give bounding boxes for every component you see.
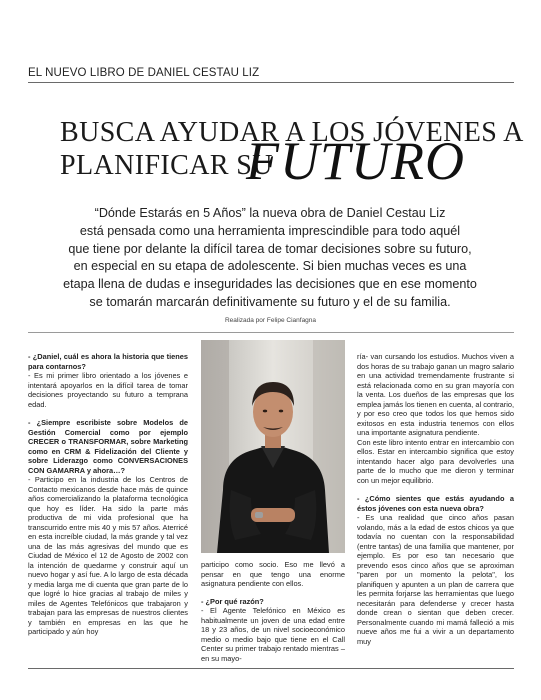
headline-emphasis: FUTURO: [246, 131, 465, 191]
headline-line-1: BUSCA AYUDAR A LOS JÓVENES A: [60, 117, 524, 148]
lead-line: está pensada como una herramienta imprescindible para todo aquél: [79, 223, 461, 238]
bottom-divider: [28, 668, 514, 669]
interview-question: - ¿Daniel, cuál es ahora la historia que tienes para contarnos?: [28, 352, 188, 371]
lead-line: “Dónde Estarás en 5 Años” la nueva obra de Daniel Cestau Liz: [94, 206, 446, 220]
interview-question: - ¿Cómo sientes que estás ayudando a éstos jóvenes con esta nueva obra?: [357, 494, 514, 513]
lead-paragraph: [44, 205, 496, 312]
credit-divider: [28, 332, 514, 333]
article-column-1: [28, 352, 188, 646]
interview-answer-continued: ría- van cursando los estudios. Muchos viven a dos horas de su trabajo ganan un magro salario en una actividad tremendamente frustrante si está relacionada como en su gran mayoría con la venta. Los dueños de las empresas que los emplea jamás los tienen en cuenta, al contrario, y por eso creo que todos los que hemos sido exitosos en esta industria tenemos con ellos una importante asignatura pendiente.: [357, 352, 514, 437]
lead-line: en especial en su etapa de adolescente. Si bien muchas veces es una: [73, 259, 467, 274]
section-label: EL NUEVO LIBRO DE DANIEL CESTAU LIZ: [28, 67, 260, 79]
article-column-3: [357, 352, 514, 655]
lead-line: etapa llena de dudas e inseguridades las decisiones que en ese momento: [63, 277, 477, 292]
interview-question: - ¿Por qué razón?: [201, 596, 264, 606]
headline-line-2: PLANIFICAR SU: [60, 150, 273, 181]
top-divider: [28, 82, 514, 83]
portrait-illustration: [201, 340, 345, 553]
interview-answer: - Participo en la industria de los Centros de Contacto mexicanos desde hace más de quince años comercializando la plataforma tecnológica que hoy es líder. Ha sido la parte más productiva de mi vida profesional que ha transcurrido entre mis 40 y mis 57 años. Aterricé en esta increíble ciudad, la más grande y tal vez una de las más agresivas del mundo que es Ciudad de México el 12 de Agosto de 2002 con la intención de quedarme y construir aquí un nuevo hogar y así fue. A lo largo de esta década y media larga me di cuenta que gran parte de lo que logré lo hice gracias al trabajo de miles y miles de Agentes Telefónicos que trabajaron y trabajan para las empresas de nuestros clientes y también en empresas en las que he participado y aún hoy: [28, 475, 188, 636]
lead-line: se tomarán marcarán definitivamente su futuro y el de su familia.: [89, 294, 451, 309]
lead-line: que tiene por delante la difícil tarea de tomar decisiones sobre su futuro,: [68, 241, 472, 256]
interview-answer: Con este libro intento entrar en intercambio con ellos. Estar en intercambio significa que estoy intentando hacer algo para devolverles una parte de lo mucho que me dieron y terminar con un mejor equilibrio.: [357, 437, 514, 485]
interview-question: - ¿Siempre escribiste sobre Modelos de Gestión Comercial como por ejemplo CRECER o TRANSFORMAR, sobre Marketing como en CRM & Fidelización del Cliente y sobre Liderazgo como CONVERSACIONES CON GAMARRA y ahora…?: [28, 418, 188, 475]
interview-answer: - Es mi primer libro orientado a los jóvenes e intentará apoyarlos en la difícil tarea de tomar decisiones proyectando su futuro a temprana edad.: [28, 371, 188, 409]
portrait-photo: [201, 340, 345, 553]
author-credit: Realizada por Felipe Cianfagna: [224, 317, 317, 324]
article-column-2: [201, 560, 345, 672]
interview-answer-continued: participo como socio. Eso me llevó a pensar en que tengo una enorme asignatura pendiente con ellos.: [201, 560, 345, 588]
interview-answer: - El Agente Telefónico en México es habitualmente un joven de una edad entre 18 y 23 años, de un nivel socioeconómico medio o medio bajo que tiene en el Call Center su primer trabajo rentado mientras –en su mayo-: [201, 606, 345, 663]
interview-answer: - Es una realidad que cinco años pasan volando, más a la edad de estos chicos ya que todavía no cuentan con la responsabilidad (entre tantas) de una familia que mantener, por ejemplo. Es por eso tan necesario que prevendo esos cinco años que se aproximan "paren por un momento la pelota", los planifiquen y apunten a un plan de carrera que les permita forjarse las herramientas que luego necesitarán para defenderse y crecer hasta donde crean o sientan que deben crecer. Personalmente cuando mi mamá falleció a mis nueve años me fui a vivir a un departamento muy: [357, 513, 514, 646]
